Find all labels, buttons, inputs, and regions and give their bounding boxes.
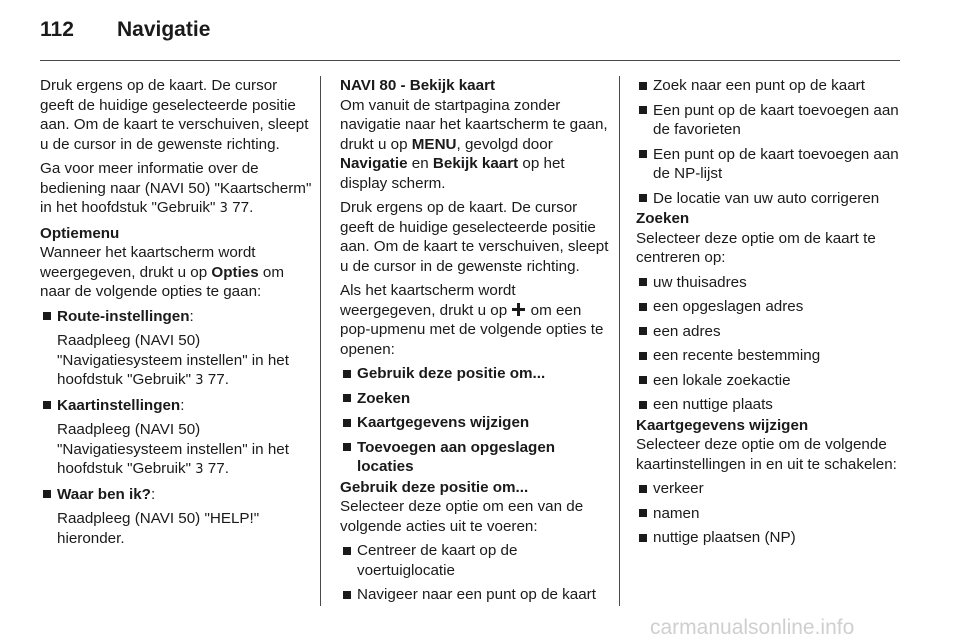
bullet-icon [639, 82, 647, 90]
bullet-icon [43, 401, 51, 409]
page-ref: 77. [207, 460, 229, 477]
bullet-icon [639, 509, 647, 517]
column-3 [636, 76, 906, 553]
item-text: Zoek naar een punt op de kaart [653, 77, 865, 94]
section-title: Navigatie [117, 18, 211, 41]
paragraph-use-position: Selecteer deze optie om een van de volgende acties uit te voeren: [340, 498, 584, 535]
item-text: Raadpleeg (NAVI 50) "Navigatiesysteem instellen" in het hoofdstuk "Gebruik" [57, 421, 289, 477]
list-item [340, 541, 610, 580]
plus-icon [512, 303, 525, 316]
column-1 [40, 76, 315, 553]
page-ref-arrow-icon: 3 [219, 201, 228, 216]
navigatie-key: Navigatie [340, 155, 408, 172]
opties-key: Opties [211, 263, 259, 281]
list-item [636, 504, 906, 524]
list-item [636, 145, 906, 184]
watermark: carmanualsonline.info [650, 616, 855, 639]
list-item [340, 364, 610, 384]
column-divider-2 [619, 76, 620, 606]
bullet-icon [343, 419, 351, 427]
item-text: een recente bestemming [653, 347, 821, 364]
intro-text-1: Om vanuit de startpagina zonder navigatie naar het kaartscherm te gaan, drukt u op [340, 96, 608, 153]
bullet-icon [343, 443, 351, 451]
item-text: nuttige plaatsen (NP) [653, 529, 796, 546]
list-item [636, 297, 906, 317]
list-item [636, 346, 906, 366]
list-item [636, 189, 906, 209]
bullet-icon [343, 394, 351, 402]
paragraph-cursor: Druk ergens op de kaart. De cursor geeft de huidige geselecteerde positie aan. Om de kaart te verschuiven, sleept u de cursor in de gewenste richting. [40, 77, 309, 153]
bullet-icon [343, 370, 351, 378]
item-text: Raadpleeg (NAVI 50) "Navigatiesysteem instellen" in het hoofdstuk "Gebruik" [57, 332, 289, 388]
item-label: Kaartinstellingen [57, 396, 181, 414]
item-text: namen [653, 504, 700, 522]
bullet-icon [639, 485, 647, 493]
item-label: Route-instellingen [57, 307, 190, 325]
item-description: Raadpleeg (NAVI 50) "HELP!" hieronder. [57, 510, 260, 547]
item-text: verkeer [653, 480, 704, 497]
list-item [636, 322, 906, 342]
option-label: Zoeken [357, 389, 411, 407]
paragraph-kaartgegevens: Selecteer deze optie om de volgende kaartinstellingen in en uit te schakelen: [636, 436, 897, 473]
paragraph-zoeken: Selecteer deze optie om de kaart te centreren op: [636, 229, 876, 266]
item-text: De locatie van uw auto corrigeren [653, 189, 880, 207]
option-label: Gebruik deze positie om... [357, 365, 546, 382]
heading-optiemenu: Optiemenu [40, 224, 120, 242]
item-description [40, 331, 315, 391]
item-text: Een punt op de kaart toevoegen aan de favorieten [653, 101, 899, 138]
bullet-icon [639, 194, 647, 202]
paragraph-cursor: Druk ergens op de kaart. De cursor geeft de huidige geselecteerde positie aan. Om de kaart te verschuiven, sleept u de cursor in de gewenste richting. [340, 199, 609, 275]
intro-text-3: en [411, 155, 429, 172]
list-item [340, 585, 610, 605]
item-text: Navigeer naar een punt op de kaart [357, 586, 596, 603]
paragraph-optiemenu [40, 243, 315, 302]
header-rule [40, 60, 900, 61]
optiemenu-text-1: Wanneer het kaartscherm wordt weergegeven, drukt u op [40, 244, 256, 281]
item-description [40, 420, 315, 480]
column-2 [340, 76, 610, 610]
menu-key: MENU [411, 135, 457, 153]
heading-kaartgegevens: Kaartgegevens wijzigen [636, 416, 809, 434]
option-label: Kaartgegevens wijzigen [357, 414, 530, 431]
list-item [636, 528, 906, 548]
page-ref-arrow-icon: 3 [195, 373, 204, 388]
list-item [636, 371, 906, 391]
bullet-icon [639, 327, 647, 335]
paragraph-more-info [40, 159, 315, 219]
column-divider-1 [320, 76, 321, 606]
heading-use-position: Gebruik deze positie om... [340, 478, 529, 496]
list-item [340, 389, 610, 409]
bullet-icon [639, 376, 647, 384]
item-text: een nuttige plaats [653, 396, 773, 413]
list-item [636, 76, 906, 96]
item-text: een opgeslagen adres [653, 298, 804, 315]
option-label: Toevoegen aan opgeslagen locaties [357, 438, 556, 475]
list-item [340, 413, 610, 433]
item-text: Centreer de kaart op de voertuiglocatie [357, 542, 518, 579]
list-item: Kaartinstellingen: [40, 396, 315, 416]
item-text: Een punt op de kaart toevoegen aan de NP-lijst [653, 145, 899, 182]
list-item: Route-instellingen: [40, 307, 315, 327]
list-item [636, 479, 906, 499]
bullet-icon [639, 278, 647, 286]
page-ref: 77. [232, 199, 254, 216]
bullet-icon [639, 534, 647, 542]
optiemenu-text-2: om naar de volgende opties te gaan: [40, 263, 285, 300]
paragraph-popup [340, 281, 610, 359]
page-ref: 77. [207, 371, 229, 388]
list-item [636, 395, 906, 415]
bullet-icon [43, 312, 51, 320]
item-text: een lokale zoekactie [653, 371, 791, 389]
bullet-icon [639, 303, 647, 311]
bullet-icon [343, 591, 351, 599]
bullet-icon [639, 401, 647, 409]
bullet-icon [343, 547, 351, 555]
list-item [340, 438, 610, 477]
item-label: Waar ben ik? [57, 485, 151, 503]
popup-text-1: Als het kaartscherm wordt weergegeven, drukt u op [340, 282, 516, 319]
bullet-icon [639, 150, 647, 158]
item-text: een adres [653, 322, 721, 340]
heading-navi80-map: NAVI 80 - Bekijk kaart [340, 77, 496, 94]
bekijk-kaart-key: Bekijk kaart [432, 155, 519, 172]
page-ref-arrow-icon: 3 [195, 462, 204, 477]
intro-text-4: op het display scherm. [340, 155, 565, 192]
bullet-icon [639, 352, 647, 360]
more-info-text: Ga voor meer informatie over de bediening naar (NAVI 50) "Kaartscherm" in het hoofdstuk "Gebruik" [40, 160, 312, 216]
paragraph-intro [340, 96, 610, 194]
list-item: Waar ben ik?: [40, 485, 315, 505]
bullet-icon [639, 106, 647, 114]
heading-zoeken: Zoeken [636, 210, 690, 227]
list-item [636, 273, 906, 293]
popup-text-2: om een pop-upmenu met de volgende opties te openen: [340, 301, 604, 358]
item-text: uw thuisadres [653, 273, 747, 291]
page-number: 112 [40, 18, 74, 41]
intro-text-2: , gevolgd door [456, 135, 553, 153]
bullet-icon [43, 490, 51, 498]
list-item [636, 101, 906, 140]
